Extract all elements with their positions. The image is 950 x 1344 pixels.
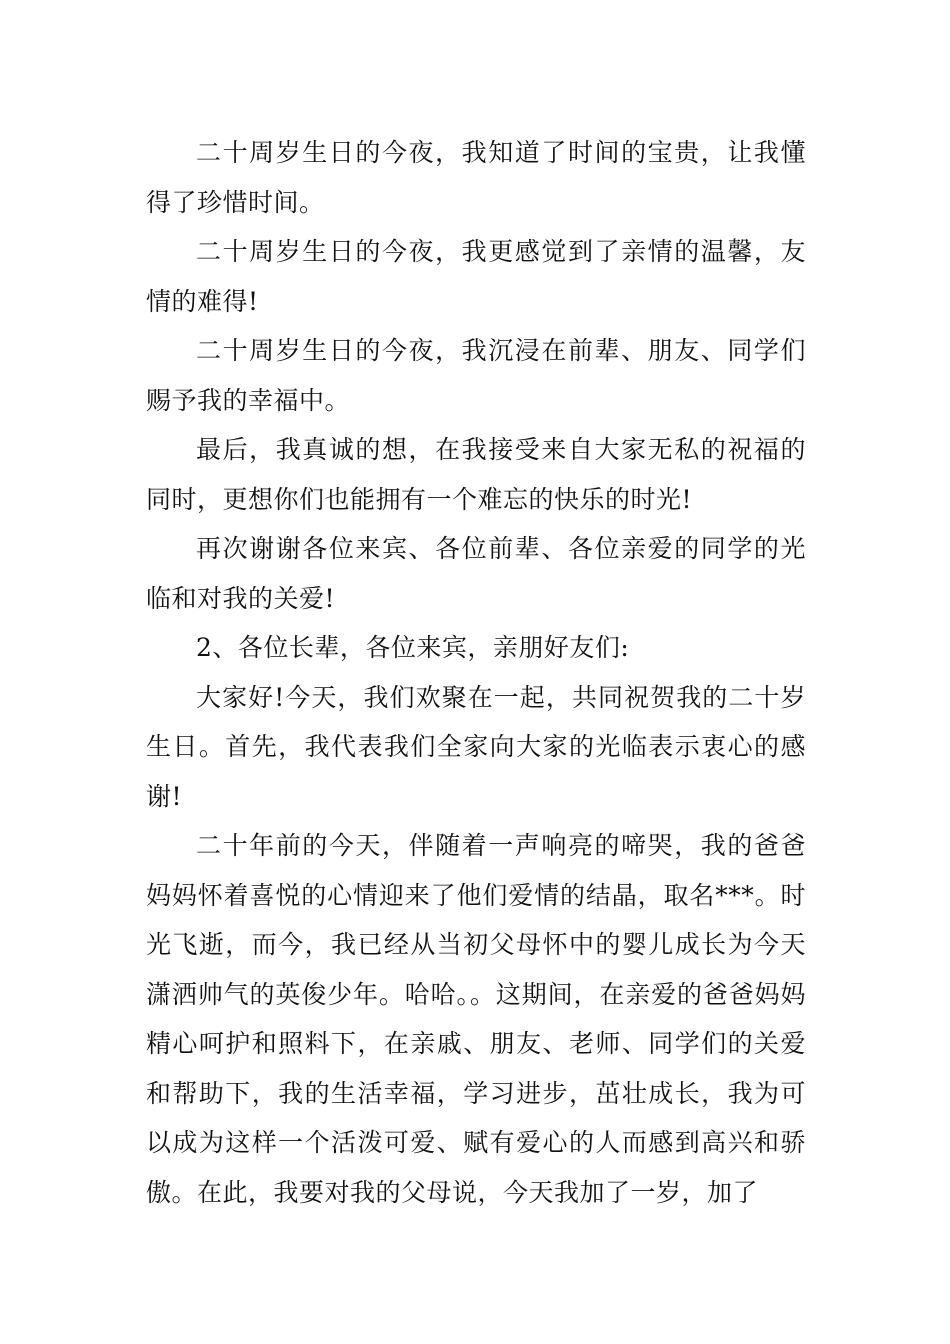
paragraph: 二十周岁生日的今夜，我沉浸在前辈、朋友、同学们赐予我的幸福中。 bbox=[146, 336, 806, 415]
paragraph: 二十周岁生日的今夜，我知道了时间的宝贵，让我懂得了珍惜时间。 bbox=[146, 138, 806, 217]
paragraph: 二十周岁生日的今夜，我更感觉到了亲情的温馨，友情的难得! bbox=[146, 237, 806, 316]
paragraph: 大家好!今天，我们欢聚在一起，共同祝贺我的二十岁生日。首先，我代表我们全家向大家的光临表示衷心的感谢! bbox=[146, 682, 806, 811]
paragraph: 最后，我真诚的想，在我接受来自大家无私的祝福的同时，更想你们也能拥有一个难忘的快乐的时光! bbox=[146, 435, 806, 514]
paragraph: 再次谢谢各位来宾、各位前辈、各位亲爱的同学的光临和对我的关爱! bbox=[146, 534, 806, 613]
paragraph: 二十年前的今天，伴随着一声响亮的啼哭，我的爸爸妈妈怀着喜悦的心情迎来了他们爱情的结晶，取名***。时光飞逝，而今，我已经从当初父母怀中的婴儿成长为今天潇洒帅气的英俊少年。哈哈。。这期间，在亲爱的爸爸妈妈精心呵护和照料下，在亲戚、朋友、老师、同学们的关爱和帮助下，我的生活幸福，学习进步，茁壮成长，我为可以成为这样一个活泼可爱、赋有爱心的人而感到高兴和骄傲。在此，我要对我的父母说，今天我加了一岁，加了 bbox=[146, 831, 806, 1207]
document-body bbox=[146, 128, 806, 1217]
section-heading: 2、各位长辈，各位来宾，亲朋好友们: bbox=[196, 633, 630, 662]
